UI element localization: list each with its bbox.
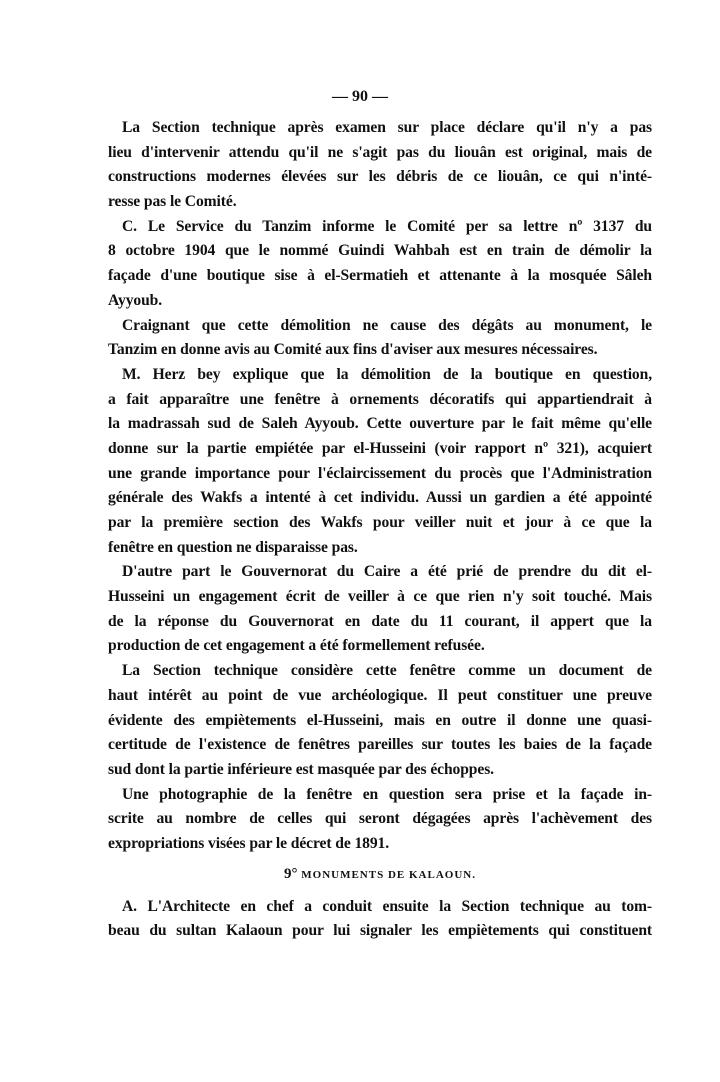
text-line: façade d'une boutique sise à el-Sermatieh et attenante à la mosquée Sâleh (108, 267, 652, 285)
page-number: — 90 — (332, 88, 388, 105)
text-line: par la première section des Wakfs pour veiller nuit et jour à ce que la (108, 514, 652, 531)
paragraphs-top (108, 116, 652, 857)
body-text (108, 116, 652, 944)
text-line: A. L'Architecte en chef a conduit ensuite la Section technique au tom- (122, 897, 652, 915)
text-line: Craignant que cette démolition ne cause des dégâts au monument, le (122, 316, 652, 334)
text-line: La Section technique considère cette fenêtre comme un document de (122, 662, 652, 680)
text-line: a fait apparaître une fenêtre à ornements décoratifs qui appartiendrait à (108, 390, 652, 408)
paragraph (108, 116, 652, 215)
text-line: la madrassah sud de Saleh Ayyoub. Cette ouverture par le fait même qu'elle (108, 415, 652, 433)
text-line: 8 octobre 1904 que le nommé Guindi Wahbah est en train de démolir la (108, 242, 652, 260)
text-line: générale des Wakfs a intenté à cet individu. Aussi un gardien a été appointé (108, 489, 652, 507)
paragraph (108, 560, 652, 659)
text-line: expropriations visées par le décret de 1891. (108, 834, 390, 852)
text-line: C. Le Service du Tanzim informe le Comité per sa lettre nº 3137 du (122, 217, 652, 235)
section-number: 9° (284, 865, 298, 882)
section-title: MONUMENTS DE KALAOUN. (301, 868, 476, 881)
text-line: Une photographie de la fenêtre en question sera prise et la façade in- (122, 785, 652, 803)
section-heading (108, 853, 652, 895)
text-line: haut intérêt au point de vue archéologique. Il peut constituer une preuve (108, 686, 652, 704)
text-line: évidente des empiètements el-Husseini, mais en outre il donne une quasi- (108, 711, 652, 729)
text-line: Tanzim en donne avis au Comité aux fins d'aviser aux mesures nécessaires. (108, 341, 598, 359)
text-line: une grande importance pour l'éclaircissement du procès que l'Administration (108, 464, 652, 482)
text-line: D'autre part le Gouvernorat du Caire a été prié de prendre du dit el- (122, 563, 652, 581)
paragraph (108, 215, 652, 314)
paragraph (108, 363, 652, 561)
text-line: La Section technique après examen sur place déclare qu'il n'y a pas (122, 119, 652, 136)
text-line: Ayyoub. (108, 291, 163, 309)
paragraphs-bottom (108, 895, 652, 944)
text-line: scrite au nombre de celles qui seront dégagées après l'achèvement des (108, 810, 652, 828)
paragraph (108, 659, 652, 782)
text-line: resse pas le Comité. (108, 193, 237, 211)
text-line: lieu d'intervenir attendu qu'il ne s'agit pas du liouân est original, mais de (108, 143, 652, 161)
paragraph (108, 895, 652, 944)
paragraph (108, 783, 652, 857)
text-line: certitude de l'existence de fenêtres pareilles sur toutes les baies de la façade (108, 736, 652, 754)
text-line: production de cet engagement a été formellement refusée. (108, 637, 485, 655)
text-line: donne sur la partie empiétée par el-Husseini (voir rapport nº 321), acquiert (108, 439, 652, 457)
text-line: de la réponse du Gouvernorat en date du 11 courant, il appert que la (108, 612, 652, 630)
text-line: Husseini un engagement écrit de veiller à ce que rien n'y soit touché. Mais (108, 588, 652, 606)
text-line: fenêtre en question ne disparaisse pas. (108, 538, 358, 556)
text-line: constructions modernes élevées sur les débris de ce liouân, ce qui n'inté- (108, 168, 652, 186)
text-line: beau du sultan Kalaoun pour lui signaler les empiètements qui constituent (108, 922, 652, 940)
text-line: M. Herz bey explique que la démolition de la boutique en question, (122, 365, 652, 383)
text-line: sud dont la partie inférieure est masquée par des échoppes. (108, 760, 494, 778)
paragraph (108, 314, 652, 363)
